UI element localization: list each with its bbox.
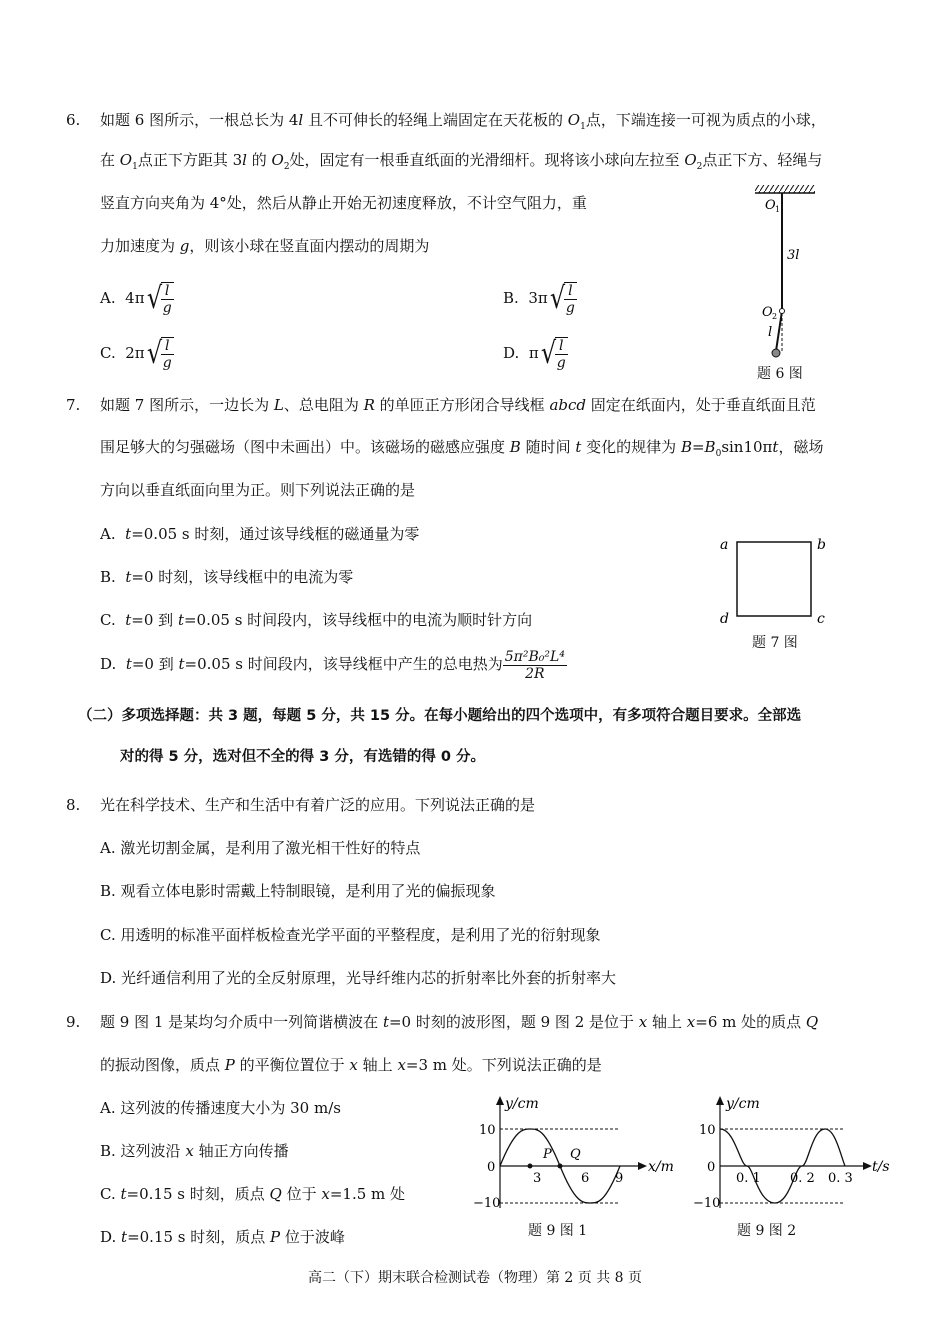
square-frame: [737, 542, 811, 616]
q7-number: 7.: [66, 396, 81, 414]
q8-number: 8.: [66, 796, 81, 814]
q6-option-d[interactable]: D. π √ $\frac{l}{g}$: [503, 336, 566, 371]
q7-figure-caption: 题 7 图: [752, 635, 798, 651]
fig2-xlabel: t/s: [872, 1159, 890, 1175]
q7-stem-line1: 如题 7 图所示，一边长为 L、总电阻为 R 的单匝正方形闭合导线框 abcd 固定在纸面内，处于垂直纸面且范: [100, 396, 816, 414]
q9-fig2-vibration: [690, 1093, 900, 1213]
q7-stem-line2: 围足够大的匀强磁场（图中未画出）中。该磁场的磁感应强度 B 随时间 t 变化的规律为 $B=B_0\sin 10\pi t$，磁场: [100, 438, 824, 459]
label-o2: O: [762, 305, 773, 320]
q9-fig1-waveform: [465, 1093, 690, 1213]
ceiling-hatch: [755, 185, 815, 193]
fig1-ylabel: y/cm: [505, 1096, 539, 1112]
fig1-label-p: P: [543, 1147, 552, 1162]
heat-fraction: $\frac{\text{5π²B₀²L⁴}}{2R}$: [504, 648, 565, 682]
q9-fig2-caption: 题 9 图 2: [737, 1223, 797, 1239]
fig1-ytick-0: 0: [487, 1160, 496, 1175]
q8-option-a[interactable]: A. 激光切割金属，是利用了激光相干性好的特点: [100, 839, 421, 857]
fig2-xtick-02: 0. 2: [790, 1171, 815, 1186]
label-o1: O: [765, 198, 776, 213]
page-footer: 高二（下）期末联合检测试卷（物理）第 2 页 共 8 页: [307, 1270, 643, 1286]
fig1-point-q: [558, 1164, 563, 1169]
q6-figure-caption: 题 6 图: [757, 366, 803, 382]
section2-heading-line1: （二）多项选择题：共 3 题，每题 5 分，共 15 分。在每小题给出的四个选项中，有多项符合题目要求。全部选: [78, 708, 802, 724]
q6-stem-line1: 如题 6 图所示，一根总长为 4l 且不可伸长的轻绳上端固定在天花板的 $O_1$点，下端连接一可视为质点的小球，: [100, 111, 826, 132]
fig1-xtick-3: 3: [533, 1171, 542, 1186]
q7-option-a[interactable]: A. t=0.05 s 时刻，通过该导线框的磁通量为零: [100, 525, 420, 543]
q6-option-a[interactable]: A. 4π √ $\frac{l}{g}$: [100, 281, 172, 316]
label-o2-sub: 2: [772, 312, 778, 321]
ball: [772, 349, 780, 357]
q6-stem-line2: 在 $O_1$点正下方距其 3l 的 $O_2$处，固定有一根垂直纸面的光滑细杆。现将该小球向左拉至 $O_2$点正下方、轻绳与: [100, 151, 823, 172]
fig1-xtick-9: 9: [615, 1171, 624, 1186]
label-o1-sub: 1: [775, 205, 781, 214]
corner-b: b: [817, 537, 826, 553]
sqrt-symbol: √ $\frac{l}{g}$: [540, 336, 566, 371]
fig2-ytick-10: 10: [699, 1123, 716, 1138]
q6-option-c[interactable]: C. 2π √ $\frac{l}{g}$: [100, 336, 172, 371]
fig2-ylabel: y/cm: [726, 1096, 760, 1112]
q9-stem-line2: 的振动图像，质点 P 的平衡位置位于 x 轴上 x=3 m 处。下列说法正确的是: [100, 1056, 602, 1074]
q6-pendulum-figure: [745, 183, 825, 363]
q7-option-d[interactable]: D. t=0 到 t=0.05 s 时间段内，该导线框中产生的总电热为 $\frac{\text{5π²B₀²L⁴}}{2R}$: [100, 648, 565, 682]
q9-stem-line1: 题 9 图 1 是某均匀介质中一列简谐横波在 t=0 时刻的波形图，题 9 图 2 是位于 x 轴上 x=6 m 处的质点 Q: [100, 1013, 819, 1031]
fig1-pad: [590, 1129, 620, 1166]
q6-stem-line3: 竖直方向夹角为 4°处，然后从静止开始无初速度释放，不计空气阻力，重: [100, 194, 587, 212]
section2-heading-line2: 对的得 5 分，选对但不全的得 3 分，有选错的得 0 分。: [120, 749, 486, 765]
fig1-label-q: Q: [570, 1147, 581, 1162]
q8-option-b[interactable]: B. 观看立体电影时需戴上特制眼镜，是利用了光的偏振现象: [100, 882, 496, 900]
corner-a: a: [720, 537, 729, 553]
q8-option-c[interactable]: C. 用透明的标准平面样板检查光学平面的平整程度，是利用了光的衍射现象: [100, 926, 601, 944]
q8-stem: 光在科学技术、生产和生活中有着广泛的应用。下列说法正确的是: [100, 796, 536, 814]
q9-option-c[interactable]: C. t=0.15 s 时刻，质点 Q 位于 x=1.5 m 处: [100, 1185, 406, 1203]
q7-option-c[interactable]: C. t=0 到 t=0.05 s 时间段内，该导线框中的电流为顺时针方向: [100, 611, 533, 629]
label-l: l: [768, 325, 773, 340]
q7-square-figure: [715, 532, 835, 632]
q7-option-b[interactable]: B. t=0 时刻，该导线框中的电流为零: [100, 568, 354, 586]
q9-option-d[interactable]: D. t=0.15 s 时刻，质点 P 位于波峰: [100, 1228, 345, 1246]
sqrt-symbol: √ $\frac{l}{g}$: [549, 281, 575, 316]
q6-stem-line4: 力加速度为 g，则该小球在竖直面内摆动的周期为: [100, 237, 430, 255]
fig2-ytick-neg10: −10: [693, 1196, 721, 1211]
sqrt-symbol: √ $\frac{l}{g}$: [146, 281, 172, 316]
fig1-ytick-10: 10: [479, 1123, 496, 1138]
sqrt-symbol: √ $\frac{l}{g}$: [146, 336, 172, 371]
fig1-y-arrow: [496, 1096, 504, 1105]
q6-option-b[interactable]: B. 3π √ $\frac{l}{g}$: [503, 281, 575, 316]
fig1-ytick-neg10: −10: [473, 1196, 501, 1211]
fig1-x-arrow: [638, 1162, 647, 1170]
label-3l: 3l: [787, 248, 800, 263]
fig1-xlabel: x/m: [648, 1159, 674, 1175]
q9-option-a[interactable]: A. 这列波的传播速度大小为 30 m/s: [100, 1099, 341, 1117]
q6-number: 6.: [66, 111, 81, 129]
rod-o2: [780, 309, 785, 314]
fig2-y-arrow: [716, 1096, 724, 1105]
fig2-xtick-03: 0. 3: [828, 1171, 853, 1186]
q9-number: 9.: [66, 1013, 81, 1031]
q9-fig1-caption: 题 9 图 1: [528, 1223, 588, 1239]
q7-stem-line3: 方向以垂直纸面向里为正。则下列说法正确的是: [100, 481, 416, 499]
fig2-x-arrow: [863, 1162, 872, 1170]
q8-option-d[interactable]: D. 光纤通信利用了光的全反射原理，光导纤维内芯的折射率比外套的折射率大: [100, 969, 617, 987]
fig1-xtick-6: 6: [581, 1171, 590, 1186]
corner-c: c: [817, 611, 825, 627]
fig1-point-p: [528, 1164, 533, 1169]
fig2-ytick-0: 0: [707, 1160, 716, 1175]
corner-d: d: [720, 611, 729, 627]
fig2-xtick-01: 0. 1: [736, 1171, 761, 1186]
q9-option-b[interactable]: B. 这列波沿 x 轴正方向传播: [100, 1142, 289, 1160]
